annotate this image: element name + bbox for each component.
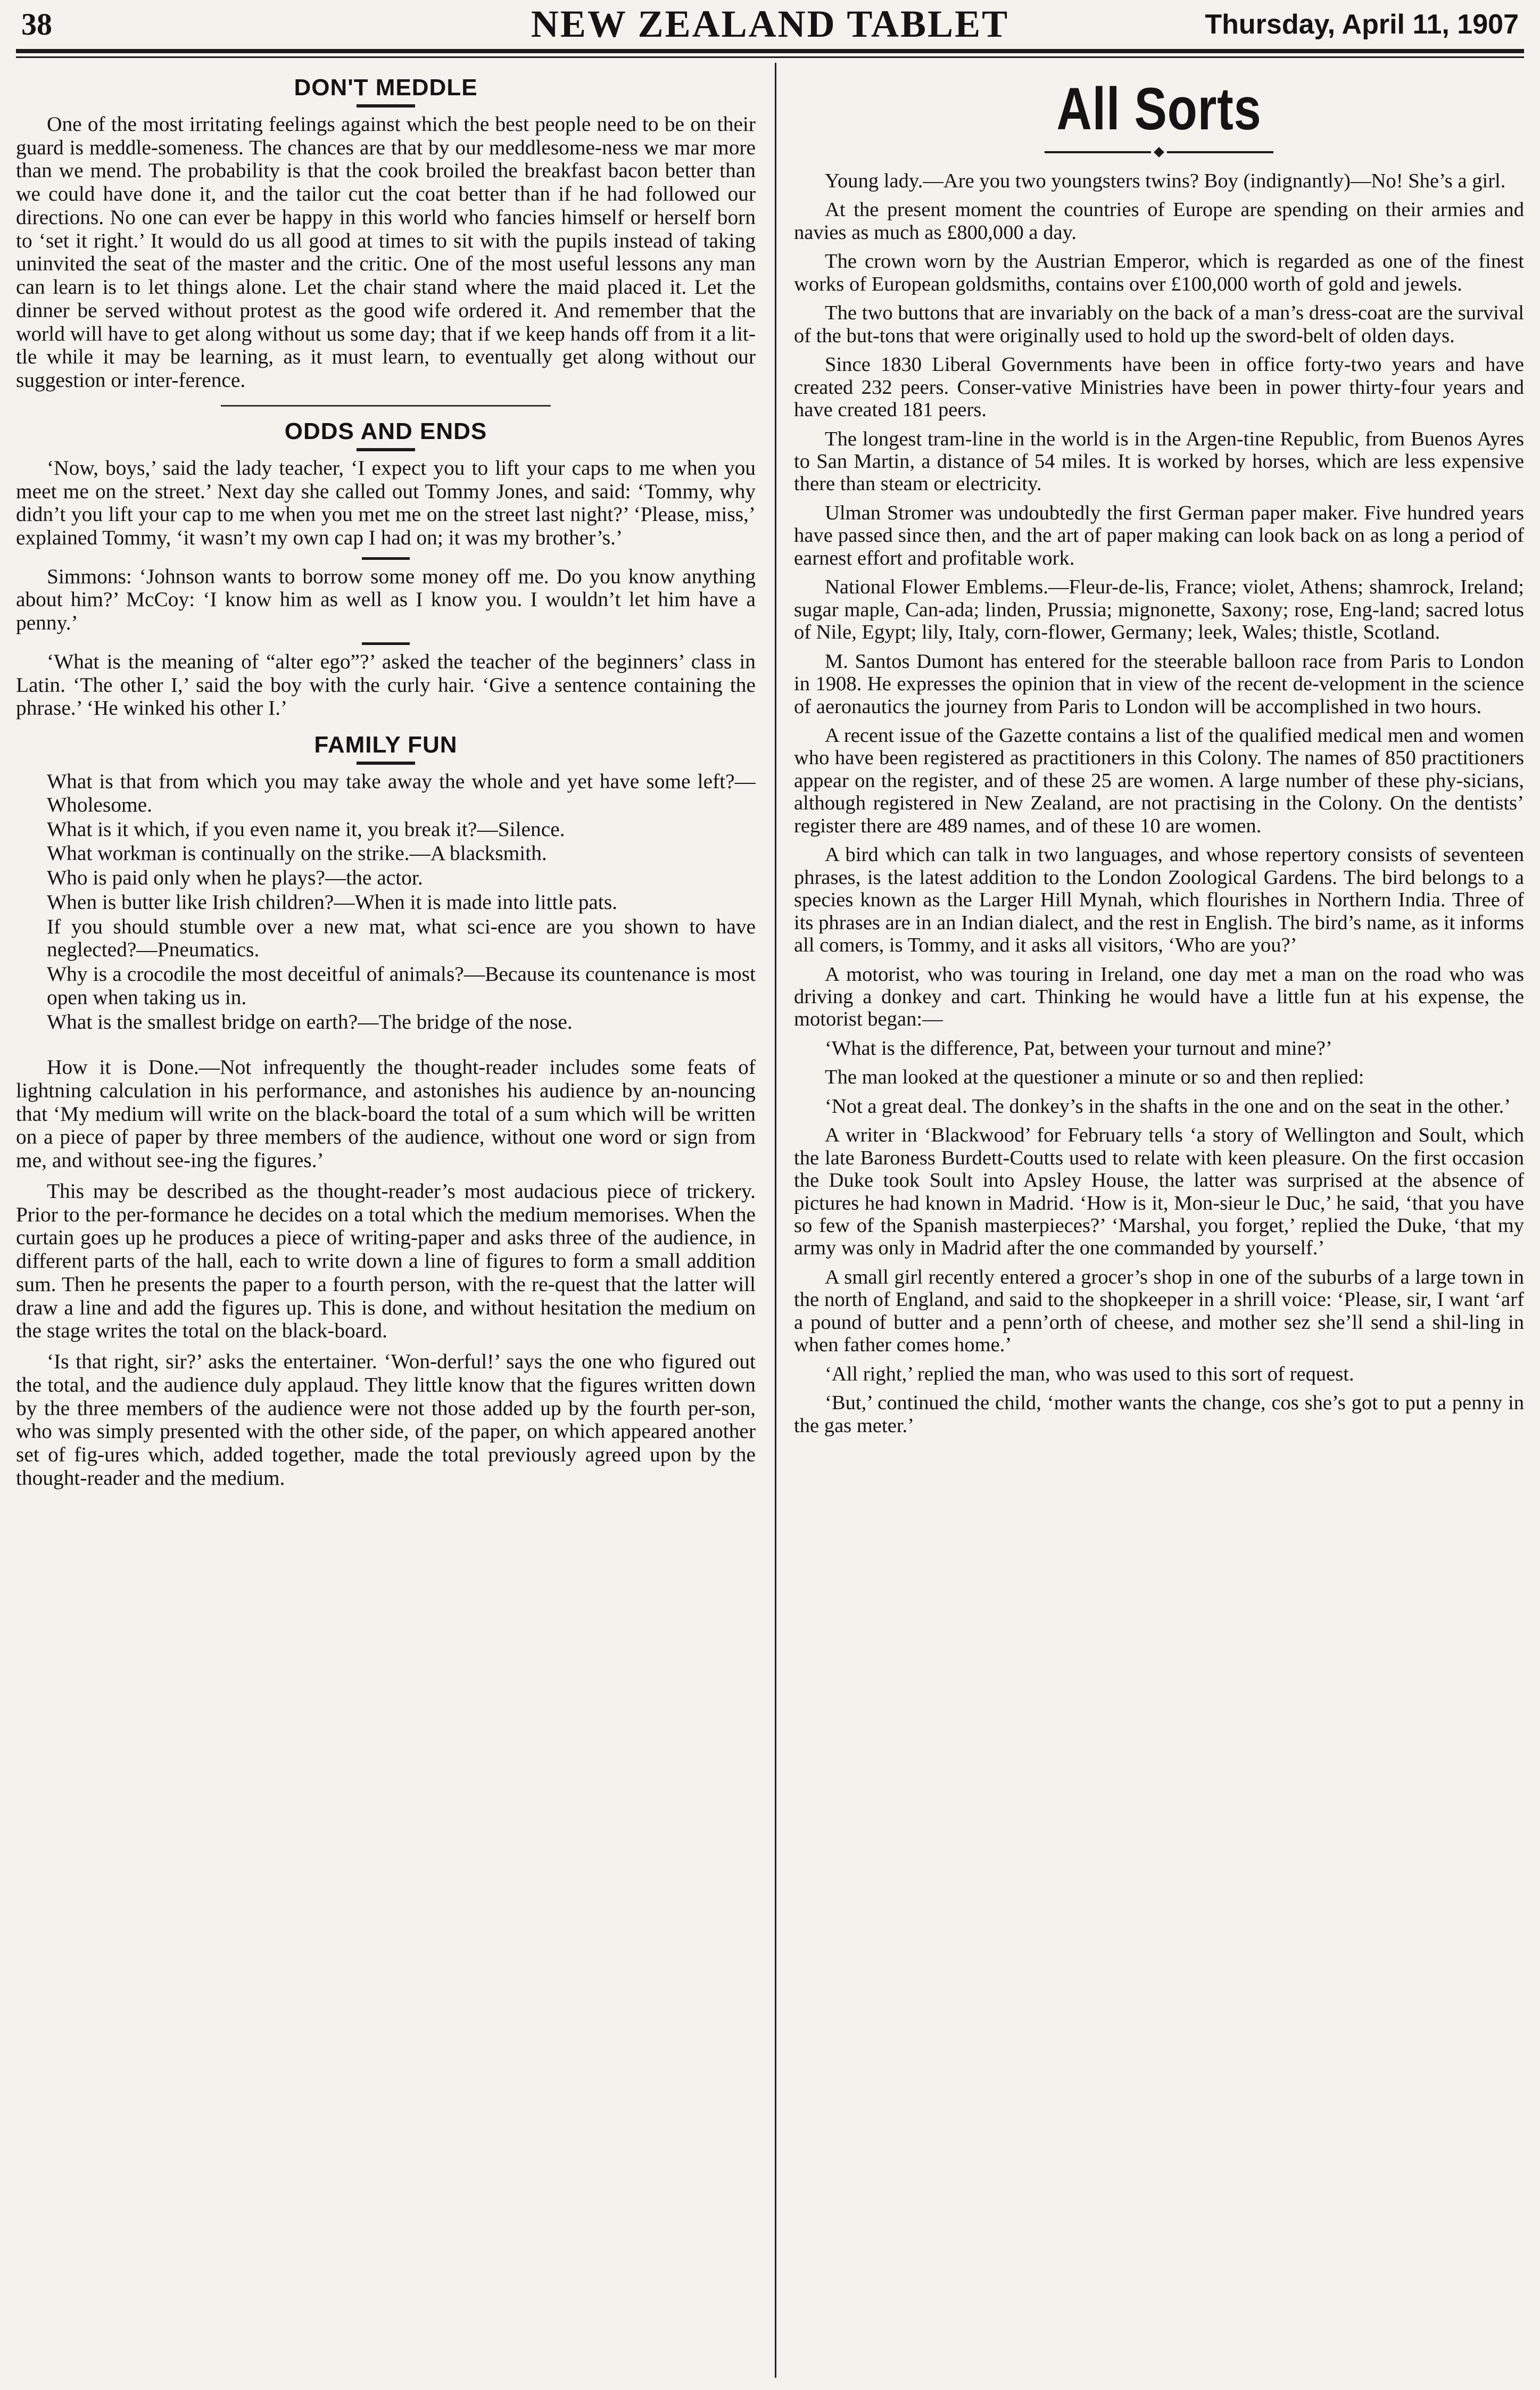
section-heading-family-fun: FAMILY FUN bbox=[314, 732, 458, 758]
page-number: 38 bbox=[21, 7, 52, 42]
article-dont-meddle: One of the most irritating feelings against which the best people need to be on their guard is meddle-someness. The chances are that by our meddlesome-ness we mar more than we mend. The probability is that the cook broiled the breakfast bacon better than we could have done it, and the tailor cut the coat better than if he had followed our directions. No one can ever be happy in this world who fancies himself or herself born to ‘set it right.’ It would do us all good at times to sit with the pupils instead of taking uninvited the seat of the master and the critic. One of the most useful lessons any man can learn is to let things alone. Let the chair stand where the maid placed it. Let the dinner be served without protest as the good wife ordered it. And remember that the world will have to get along without us some day; that if we keep hands off from it a lit-tle while it may be learning, as it must learn, to eventually get along without our suggestion or inter-ference. bbox=[16, 112, 756, 392]
header-rule-thin bbox=[16, 56, 1524, 58]
heading-rule bbox=[357, 762, 415, 765]
header-rule bbox=[16, 49, 1524, 53]
article-how-it-is-done: How it is Done.—Not infrequently the thought-reader includes some feats of lightning calculation in his performance, and astonishes his audience by an-nouncing that ‘My medium will write on the black-board the total of a sum which will be written on a piece of paper by three members of the audience, without one word or sign from me, and without see-ing the figures.’ bbox=[16, 1055, 756, 1172]
diamond-icon bbox=[1154, 147, 1164, 158]
article-how-it-is-done: ‘Is that right, sir?’ asks the entertainer. ‘Won-derful!’ says the one who figured out the total, and the audience duly applaud. They little know that the figures written down by the three members of the audience were not those added up by the fourth per-son, who was simply presented with the other side, of the paper, on which appeared another set of fig-ures which, added together, made the total previously agreed upon by the thought-reader and the medium. bbox=[16, 1350, 756, 1490]
all-sorts-item: A bird which can talk in two languages, and whose repertory consists of seventeen phrases, is the latest addition to the London Zoological Gardens. The bird belongs to a species known as the Larger Hill Mynah, which flourishes in Northern India. Three of its phrases are in an Indian dialect, and the rest in English. The bird’s name, as it informs all comers, is Tommy, and it asks all visitors, ‘Who are you?’ bbox=[794, 843, 1524, 957]
riddle: Why is a crocodile the most deceitful of animals?—Because its countenance is most open when taking us in. bbox=[47, 962, 756, 1009]
all-sorts-item: Young lady.—Are you two youngsters twins? Boy (indignantly)—No! She’s a girl. bbox=[825, 170, 1506, 192]
all-sorts-item: The two buttons that are invariably on the back of a man’s dress-coat are the survival of the but-tons that were originally used to hold up the sword-belt of olden days. bbox=[794, 302, 1524, 347]
all-sorts-item: The crown worn by the Austrian Emperor, which is regarded as one of the finest works of European goldsmiths, contains over £100,000 worth of gold and jewels. bbox=[794, 250, 1524, 295]
riddle: When is butter like Irish children?—When it is made into little pats. bbox=[47, 890, 618, 914]
all-sorts-item: The man looked at the questioner a minute or so and then replied: bbox=[825, 1066, 1364, 1089]
title-ornament bbox=[794, 147, 1524, 157]
item-separator bbox=[362, 642, 410, 645]
all-sorts-item: The longest tram-line in the world is in the Argen-tine Republic, from Buenos Ayres to San Martin, a distance of 54 miles. It is worked by horses, which are less expensive there than steam or electricity. bbox=[794, 427, 1524, 495]
right-column bbox=[794, 63, 1524, 2383]
all-sorts-item: ‘All right,’ replied the man, who was used to this sort of request. bbox=[825, 1362, 1354, 1385]
all-sorts-item: ‘Not a great deal. The donkey’s in the shafts in the one and on the seat in the other.’ bbox=[825, 1095, 1511, 1118]
all-sorts-item: ‘But,’ continued the child, ‘mother wants the change, cos she’s got to put a penny in the gas meter.’ bbox=[794, 1392, 1524, 1437]
item-separator bbox=[362, 557, 410, 560]
riddle: If you should stumble over a new mat, what sci-ence are you shown to have neglected?—Pneumatics. bbox=[47, 914, 756, 962]
all-sorts-item: ‘What is the difference, Pat, between your turnout and mine?’ bbox=[825, 1037, 1332, 1060]
riddle: What is the smallest bridge on earth?—The bridge of the nose. bbox=[47, 1010, 573, 1033]
section-title-all-sorts: All Sorts bbox=[1056, 76, 1262, 142]
issue-date: Thursday, April 11, 1907 bbox=[1205, 9, 1519, 40]
all-sorts-item: A recent issue of the Gazette contains a list of the qualified medical men and women who have been registered as practitioners in this Colony. The names of 850 practitioners appear on the register, and of these 25 are women. A large number of these phy-sicians, although registered in New Zealand, are not practising in the Colony. On the dentists’ register there are 489 names, and of these 10 are women. bbox=[794, 724, 1524, 837]
all-sorts-item: A writer in ‘Blackwood’ for February tells ‘a story of Wellington and Soult, which the late Baroness Burdett-Coutts used to relate with keen pleasure. On the first occasion the Duke took Soult into Apsley House, the latter was surprised at the absence of pictures he had known in Madrid. ‘How is it, Mon-sieur le Duc,’ he said, ‘that you have so few of the Spanish masterpieces?’ ‘Marshal, you forget,’ replied the Duke, ‘that my army was only in Madrid after the one commanded by yourself.’ bbox=[794, 1124, 1524, 1260]
all-sorts-item: A small girl recently entered a grocer’s shop in one of the suburbs of a large town in the north of England, and said to the shopkeeper in a shrill voice: ‘Please, sir, I want ‘arf a pound of butter and a penn’orth of cheese, and mother sez she’ll send a shil-ling in when father comes home.’ bbox=[794, 1266, 1524, 1357]
all-sorts-item: A motorist, who was touring in Ireland, one day met a man on the road who was driving a donkey and cart. Thinking he would have a little fun at his expense, the motorist began:— bbox=[794, 963, 1524, 1031]
all-sorts-item: M. Santos Dumont has entered for the steerable balloon race from Paris to London in 1908. He expresses the opinion that in view of the recent de-velopment in the science of aeronautics the journey from Paris to London will be accomplished in two hours. bbox=[794, 650, 1524, 718]
odds-item: ‘Now, boys,’ said the lady teacher, ‘I expect you to lift your caps to me when you meet me on the street.’ Next day she called out Tommy Jones, and said: ‘Tommy, why didn’t you lift your cap to me when you met me on the street last night?’ ‘Please, miss,’ explained Tommy, ‘it wasn’t my own cap I had on; it was my brother’s.’ bbox=[16, 456, 756, 550]
all-sorts-item: At the present moment the countries of Europe are spending on their armies and navies as much as £800,000 a day. bbox=[794, 199, 1524, 244]
riddle: What is that from which you may take away the whole and yet have some left?—Wholesome. bbox=[47, 770, 756, 816]
heading-rule bbox=[357, 104, 415, 107]
all-sorts-item: National Flower Emblems.—Fleur-de-lis, France; violet, Athens; shamrock, Ireland; sugar maple, Can-ada; linden, Prussia; mignonette, Saxony; rose, Eng-land; sacred lotus of Nile, Egypt; lily, Italy, corn-flower, Germany; leek, Wales; thistle, Scotland. bbox=[794, 576, 1524, 644]
page-header bbox=[21, 0, 1519, 49]
section-divider bbox=[221, 405, 551, 407]
left-column bbox=[16, 63, 756, 2383]
all-sorts-item: Ulman Stromer was undoubtedly the first German paper maker. Five hundred years have passed since then, and the art of paper making can look back on as long a period of earnest effort and profitable work. bbox=[794, 501, 1524, 569]
section-heading-dont-meddle: DON'T MEDDLE bbox=[294, 75, 478, 101]
riddle: What is it which, if you even name it, you break it?—Silence. bbox=[47, 817, 565, 841]
all-sorts-item: Since 1830 Liberal Governments have been in office forty-two years and have created 232 peers. Conser-vative Ministries have been in power thirty-four years and have created 181 peers. bbox=[794, 353, 1524, 421]
section-heading-odds-and-ends: ODDS AND ENDS bbox=[284, 418, 487, 444]
article-how-it-is-done: This may be described as the thought-reader’s most audacious piece of trickery. Prior to the per-formance he decides on a total which the medium memorises. When the curtain goes up he produces a piece of writing-paper and asks three of the audience, in different parts of the hall, each to write down a line of figures to form a small addition sum. Then he presents the paper to a fourth person, with the re-quest that the latter will draw a line and add the figures up. This is done, and without hesitation the medium on the stage writes the total on the black-board. bbox=[16, 1179, 756, 1343]
riddle: What workman is continually on the strike.—A blacksmith. bbox=[47, 841, 547, 865]
column-divider bbox=[775, 63, 776, 2378]
riddle: Who is paid only when he plays?—the actor. bbox=[47, 866, 423, 890]
odds-item: ‘What is the meaning of “alter ego”?’ asked the teacher of the beginners’ class in Latin. ‘The other I,’ said the boy with the curly hair. ‘Give a sentence containing the phrase.’ ‘He winked his other I.’ bbox=[16, 649, 756, 720]
heading-rule bbox=[357, 448, 415, 451]
odds-item: Simmons: ‘Johnson wants to borrow some money off me. Do you know anything about him?’ McCoy: ‘I know him as well as I know you. I wouldn’t let him have a penny.’ bbox=[16, 564, 756, 635]
masthead: NEW ZEALAND TABLET bbox=[531, 3, 1009, 45]
